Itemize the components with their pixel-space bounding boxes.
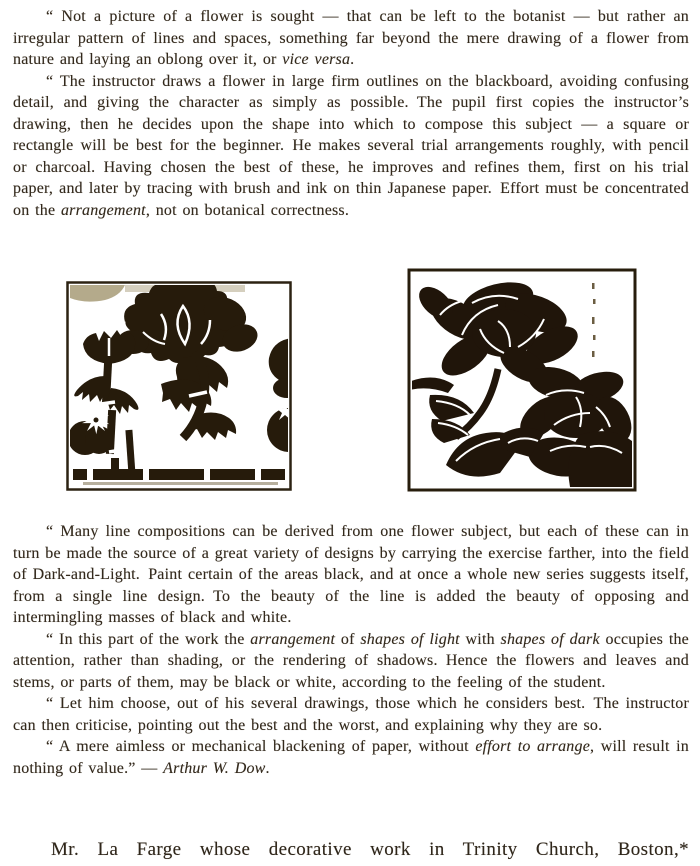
body-text-block <box>13 521 689 779</box>
intro-text-block <box>13 6 689 221</box>
flower-stencil-illustration <box>65 280 293 493</box>
paragraph-not-a-picture: “ Not a picture of a flower is sought — that can be left to the botanist — but rather an irregular pattern of lines and spaces, something far beyond the mere drawing of a flower from nature and laying an oblong over it, or vice versa. <box>13 8 689 68</box>
peony-woodcut-illustration <box>406 267 638 493</box>
closing-line: Mr. La Farge whose decorative work in Trinity Church, Boston,* <box>51 839 689 860</box>
paragraph-instructor-draws: “ The instructor draws a flower in large firm outlines on the blackboard, avoiding confusing detail, and giving the character as simply as possible. The pupil first copies the instructor’s drawing, then he decides upon the shape into which to compose this subject — a square or rectangle will be best for the beginner. He makes several trial arrangements roughly, with pencil or charcoal. Having chosen the best of these, he improves and refines them, first on his trial paper, and later by tracing with brush and ink on thin Japanese paper. Effort must be concentrated on the arrangement, not on botanical correctness. <box>13 72 689 219</box>
paragraph-shapes-of-light: “ In this part of the work the arrangement of shapes of light with shapes of dark occupies the attention, rather than shading, or the rendering of shadows. Hence the flowers and leaves and stems, or parts of them, may be black or white, according to the feeling of the student. <box>13 630 689 691</box>
paragraph-many-line-compositions: “ Many line compositions can be derived from one flower subject, but each of these can in turn be made the source of a great variety of designs by carrying the exercise farther, into the field of Dark-and-Light. Paint certain of the areas black, and at once a whole new series suggests itself, from a single line design. To the beauty of the line is added the beauty of opposing and intermingling masses of black and white. <box>13 523 689 626</box>
paragraph-aimless-blackening: “ A mere aimless or mechanical blackening of paper, without effort to arrange, will result in nothing of value.” — Arthur W. Dow. <box>13 738 689 777</box>
figure-peony-woodcut <box>406 267 638 493</box>
paragraph-let-him-choose: “ Let him choose, out of his several drawings, those which he considers best. The instructor can then criticise, pointing out the best and the worst, and explaining why they are so. <box>13 695 689 734</box>
figure-flower-stencil <box>65 280 293 493</box>
